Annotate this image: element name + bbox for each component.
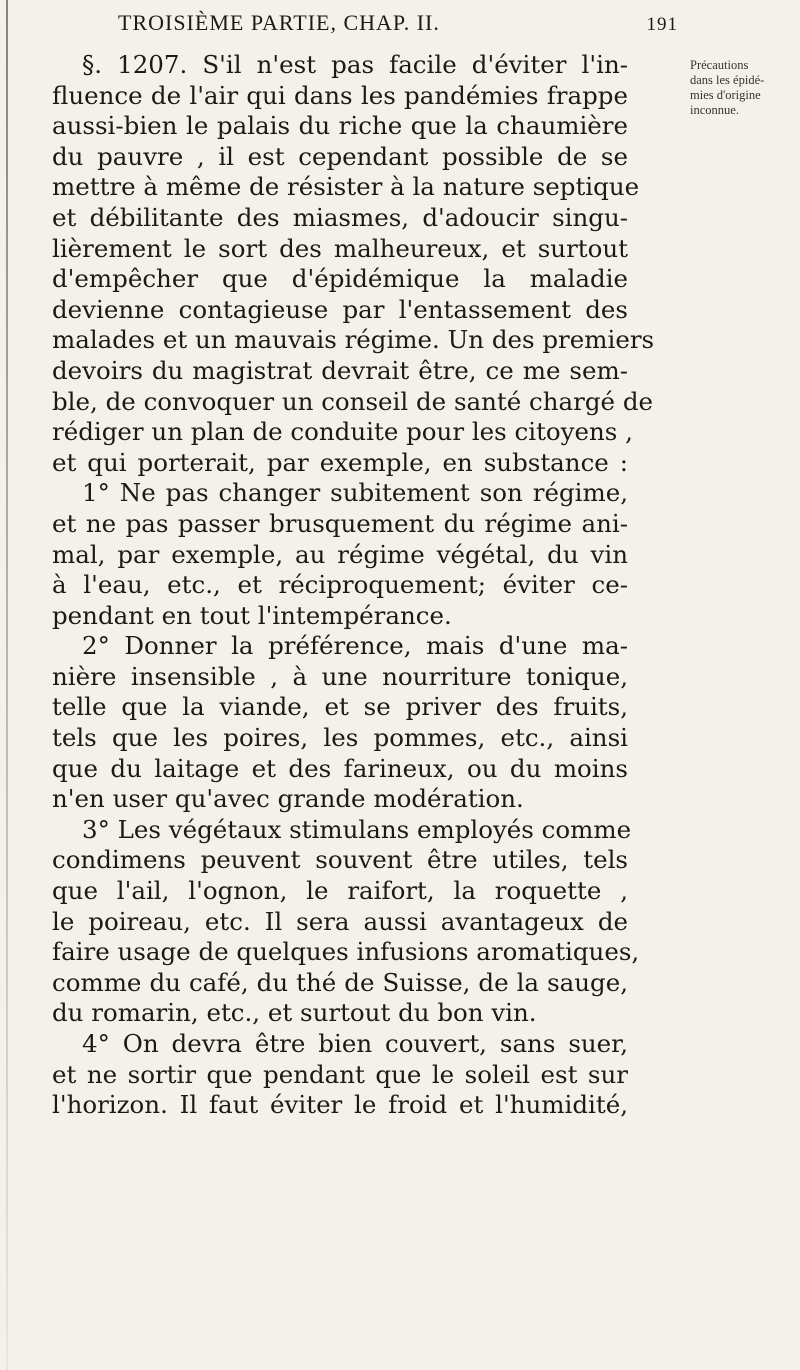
text-line: fluence de l'air qui dans les pandémies frappe [52,80,628,110]
text-line: n'en user qu'avec grande modération. [52,784,524,814]
running-title: TROISIÈME PARTIE, CHAP. II. [118,10,440,35]
text-line: lièrement le sort des malheureux, et surtout [52,233,628,263]
text-line: du romarin, etc., et surtout du bon vin. [52,998,537,1028]
margin-note-line: inconnue. [690,103,739,117]
body-text [52,50,655,1121]
text-line: comme du café, du thé de Suisse, de la sauge, [52,967,628,997]
text-line: malades et un mauvais régime. Un des premiers [52,325,655,355]
text-line: et ne pas passer brusquement du régime ani- [52,508,628,538]
text-line: que l'ail, l'ognon, le raifort, la roquette , [52,876,628,906]
text-line: ble, de convoquer un conseil de santé chargé de [52,386,654,416]
text-line: pendant en tout l'intempérance. [52,600,452,630]
margin-note [690,58,796,118]
text-line: le poireau, etc. Il sera aussi avantageux de [52,906,628,936]
margin-note-line: dans les épidé- [690,73,765,87]
text-line: mal, par exemple, au régime végétal, du vin [52,539,628,569]
page-number: 191 [646,14,678,35]
text-line: nière insensible , à une nourriture tonique, [52,661,628,691]
text-line: 4° On devra être bien couvert, sans suer, [82,1029,628,1058]
text-line: d'empêcher que d'épidémique la maladie [52,264,628,294]
text-line: rédiger un plan de conduite pour les citoyens , [52,417,633,447]
margin-note-line: mies d'origine [690,88,761,102]
text-line: et débilitante des miasmes, d'adoucir singu- [52,202,628,232]
text-line: devoirs du magistrat devrait être, ce me sem- [52,355,628,385]
text-line: faire usage de quelques infusions aromatiques, [52,937,640,967]
text-line: condimens peuvent souvent être utiles, tels [52,845,628,875]
text-line: l'horizon. Il faut éviter le froid et l'humidité, [52,1090,628,1120]
text-line: et ne sortir que pendant que le soleil est sur [52,1059,628,1089]
text-line: devienne contagieuse par l'entassement des [52,294,628,324]
text-line: tels que les poires, les pommes, etc., ainsi [52,723,628,753]
page-header [118,10,678,46]
text-line: du pauvre , il est cependant possible de se [52,141,628,171]
text-line: 2° Donner la préférence, mais d'une ma- [82,631,628,661]
text-line: §. 1207. S'il n'est pas facile d'éviter l'in- [82,50,628,79]
text-line: 3° Les végétaux stimulans employés comme [82,814,632,844]
binding-gutter-shadow [6,0,8,1370]
text-line: et qui porterait, par exemple, en substance : [52,447,628,477]
margin-note-line: Précautions [690,58,749,72]
text-line: telle que la viande, et se priver des fruits, [52,692,628,722]
text-line: aussi-bien le palais du riche que la chaumière [52,111,628,141]
text-line: à l'eau, etc., et réciproquement; éviter ce- [52,570,628,600]
text-line: 1° Ne pas changer subitement son régime, [82,478,628,508]
text-line: mettre à même de résister à la nature septique [52,172,640,202]
text-line: que du laitage et des farineux, ou du moins [52,753,628,783]
